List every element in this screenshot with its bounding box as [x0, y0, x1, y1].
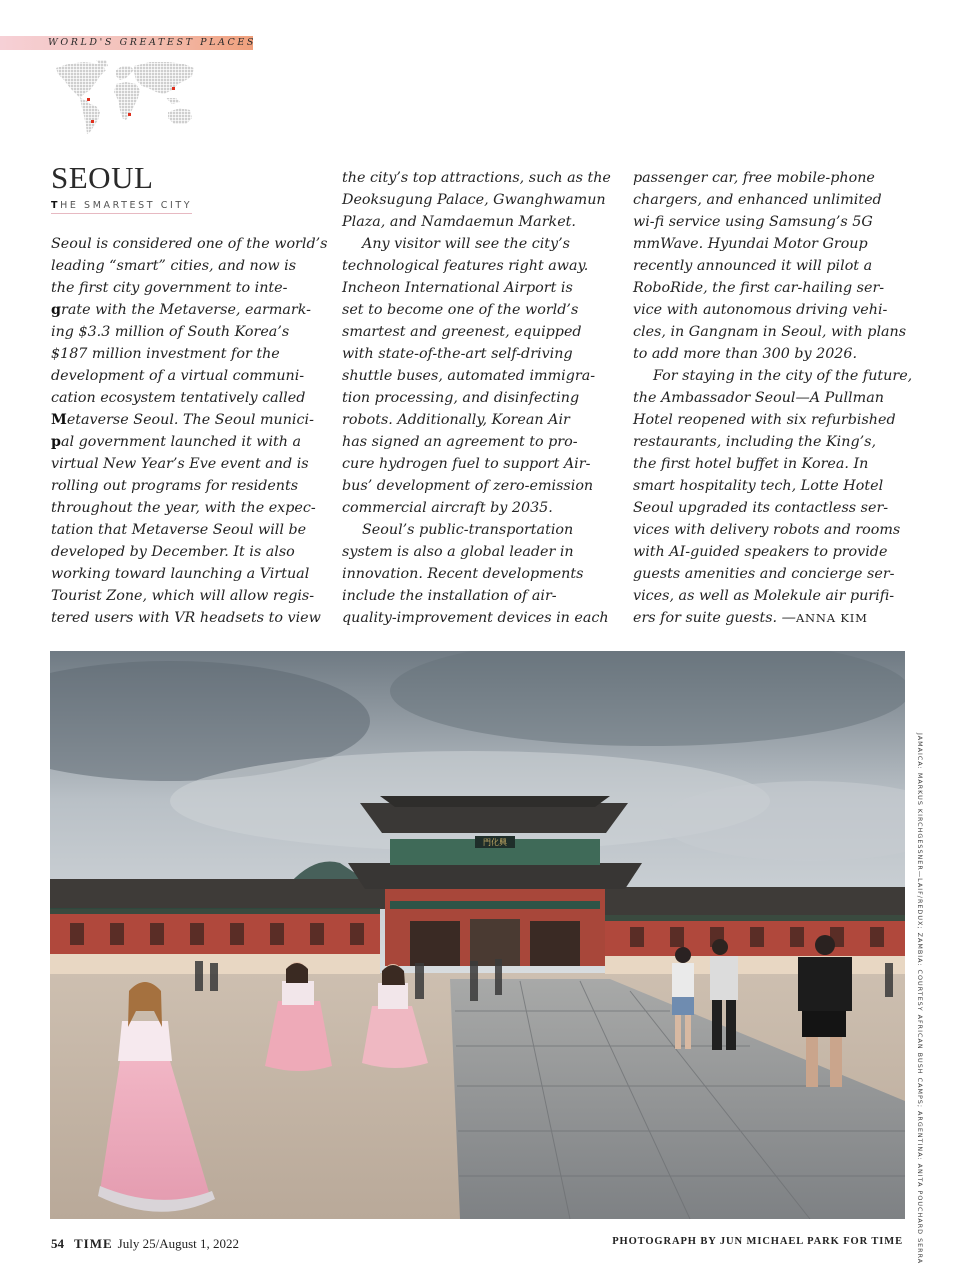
text-line: Seoul is considered one of the world’s: [51, 236, 328, 252]
text-line: include the installation of air-: [342, 588, 557, 604]
line-rest: etaverse Seoul. The Seoul munici-: [66, 412, 314, 428]
text-line: vices with delivery robots and rooms: [633, 522, 901, 538]
text-line: smart hospitality tech, Lotte Hotel: [633, 478, 884, 494]
palace-photograph: [50, 651, 905, 1219]
text-line: set to become one of the world’s: [342, 302, 579, 318]
article-column-3: [633, 167, 913, 629]
text-line: vice with autonomous driving vehi-: [633, 302, 888, 318]
text-line: [51, 431, 326, 453]
text-line: virtual New Year’s Eve event and is: [51, 456, 309, 472]
author-byline: ANNA KIM: [795, 611, 868, 625]
text-line: developed by December. It is also: [51, 544, 295, 560]
text-line: tered users with VR headsets to view: [51, 610, 321, 626]
text-line: [51, 409, 326, 431]
subtitle-text: HE SMARTEST CITY: [60, 200, 193, 211]
text-line: Seoul’s public-transportation: [362, 522, 574, 538]
closing-text: ers for suite guests. —: [633, 610, 796, 626]
text-line: RoboRide, the first car-hailing ser-: [633, 280, 885, 296]
text-line: development of a virtual communi-: [51, 368, 305, 384]
section-label: WORLD'S GREATEST PLACES: [48, 37, 256, 48]
text-line: commercial aircraft by 2035.: [342, 500, 553, 516]
text-line: restaurants, including the King’s,: [633, 434, 877, 450]
text-line: with AI-guided speakers to provide: [633, 544, 888, 560]
text-line: bus’ development of zero-emission: [342, 478, 594, 494]
text-line: [633, 607, 908, 629]
text-line: cation ecosystem tentatively called: [51, 390, 306, 406]
subtitle-first-letter: T: [51, 200, 61, 211]
text-line: system is also a global leader in: [342, 544, 574, 560]
text-line: smartest and greenest, equipped: [342, 324, 582, 340]
line-rest: rate with the Metaverse, earmark-: [61, 302, 311, 318]
text-line: recently announced it will pilot a: [633, 258, 873, 274]
text-line: tion processing, and disinfecting: [342, 390, 580, 406]
text-line: the city’s top attractions, such as the: [342, 170, 611, 186]
text-line: with state-of-the-art self-driving: [342, 346, 573, 362]
section-header-bar: [0, 36, 256, 50]
article-column-2: [342, 167, 617, 629]
article-subtitle: [51, 200, 192, 214]
text-line: rolling out programs for residents: [51, 478, 299, 494]
page-number: 54: [51, 1236, 64, 1251]
text-line: guests amenities and concierge ser-: [633, 566, 895, 582]
line-rest: al government launched it with a: [61, 434, 302, 450]
emphasized-letter: M: [51, 412, 67, 428]
world-map-icon: [50, 58, 196, 136]
text-line: throughout the year, with the expec-: [51, 500, 316, 516]
text-line: ing $3.3 million of South Korea’s: [51, 324, 290, 340]
magazine-name: TIME: [74, 1236, 113, 1251]
text-line: chargers, and enhanced unlimited: [633, 192, 882, 208]
text-line: to add more than 300 by 2026.: [633, 346, 858, 362]
text-line: the first city government to inte-: [51, 280, 288, 296]
text-line: Plaza, and Namdaemun Market.: [342, 214, 576, 230]
text-line: Seoul upgraded its contactless ser-: [633, 500, 889, 516]
text-line: has signed an agreement to pro-: [342, 434, 578, 450]
text-line: For staying in the city of the future,: [653, 368, 913, 384]
text-line: working toward launching a Virtual: [51, 566, 310, 582]
text-line: cles, in Gangnam in Seoul, with plans: [633, 324, 907, 340]
article-title: SEOUL: [51, 160, 154, 195]
text-line: mmWave. Hyundai Motor Group: [633, 236, 868, 252]
text-line: quality-improvement devices in each: [342, 610, 609, 626]
emphasized-letter: g: [51, 302, 61, 318]
text-line: Tourist Zone, which will allow regis-: [51, 588, 315, 604]
text-line: Deoksugung Palace, Gwanghwamun: [342, 192, 606, 208]
text-line: cure hydrogen fuel to support Air-: [342, 456, 591, 472]
text-line: tation that Metaverse Seoul will be: [51, 522, 307, 538]
gate-sign: 門化興: [483, 838, 507, 847]
text-line: Incheon International Airport is: [342, 280, 573, 296]
text-line: technological features right away.: [342, 258, 589, 274]
text-line: robots. Additionally, Korean Air: [342, 412, 570, 428]
page-footer: [51, 1236, 239, 1252]
text-line: the Ambassador Seoul—A Pullman: [633, 390, 884, 406]
text-line: $187 million investment for the: [51, 346, 280, 362]
text-line: the first hotel buffet in Korea. In: [633, 456, 869, 472]
photo-credit: PHOTOGRAPH BY JUN MICHAEL PARK FOR TIME: [612, 1236, 903, 1247]
text-line: shuttle buses, automated immigra-: [342, 368, 596, 384]
text-line: Any visitor will see the city’s: [362, 236, 570, 252]
text-line: passenger car, free mobile-phone: [633, 170, 875, 186]
text-line: [51, 299, 326, 321]
text-line: leading “smart” cities, and now is: [51, 258, 297, 274]
text-line: innovation. Recent developments: [342, 566, 584, 582]
text-line: wi-fi service using Samsung’s 5G: [633, 214, 873, 230]
emphasized-letter: p: [51, 434, 61, 450]
text-line: Hotel reopened with six refurbished: [633, 412, 896, 428]
text-line: vices, as well as Molekule air purifi-: [633, 588, 895, 604]
article-column-1: [51, 233, 326, 629]
photo-credits-vertical: JAMAICA: MARKUS KIRCHGESSNER—LAIF/REDUX; ZAMBIA: COURTESY AFRICAN BUSH CAMPS; ARGENTINA: ANITA POUCHARD SERRA: [916, 733, 924, 1265]
issue-date: July 25/August 1, 2022: [117, 1236, 240, 1251]
